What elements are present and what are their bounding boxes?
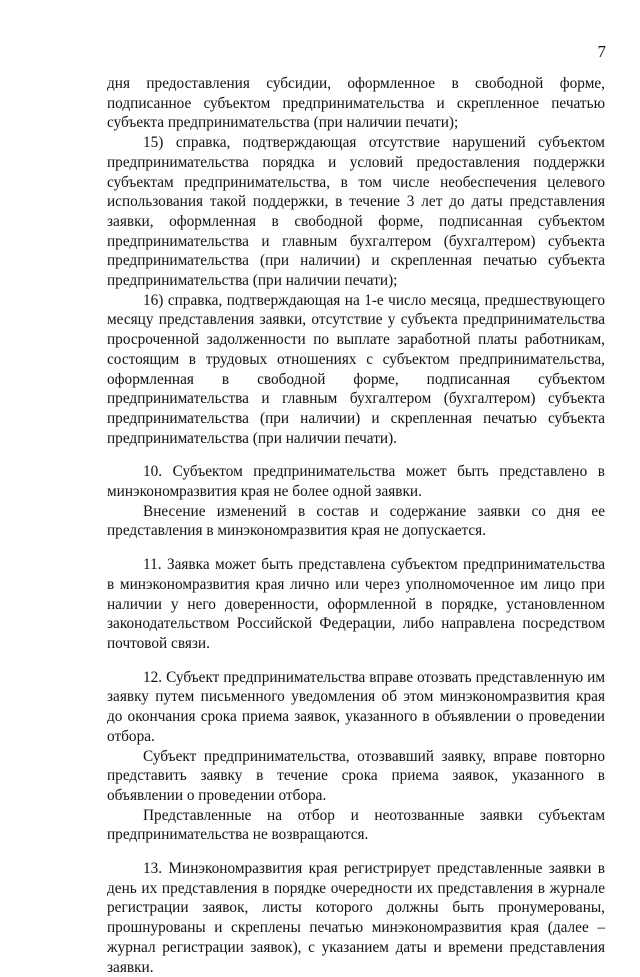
paragraph-clause-12-return: Представленные на отбор и неотозванные заявки субъектам предпринимательства не возвращаются. bbox=[107, 806, 605, 844]
paragraph-clause-10: 10. Субъектом предпринимательства может быть представлено в минэкономразвития края не более одной заявки. bbox=[107, 463, 605, 501]
paragraph-clause-13: 13. Минэкономразвития края регистрирует представленные заявки в день их представления в порядке очередности их представления в журнале регистрации заявок, листы которого должны быть пронумерованы, прошнурованы и скреплены печатью минэкономразвития края (далее – журнал регистрации заявок), с указанием даты и времени представления заявки. bbox=[107, 860, 605, 976]
paragraph-clause-12: 12. Субъект предпринимательства вправе отозвать представленную им заявку путем письменного уведомления об этом минэкономразвития края до окончания срока приема заявок, указанного в объявлении о проведении отбора. bbox=[107, 668, 605, 745]
page-number: 7 bbox=[597, 42, 606, 61]
paragraph-clause-12-resubmit: Субъект предпринимательства, отозвавший заявку, вправе повторно представить заявку в течение срока приема заявок, указанного в объявлении о проведении отбора. bbox=[107, 747, 605, 804]
paragraph-clause-11: 11. Заявка может быть представлена субъектом предпринимательства в минэкономразвития края лично или через уполномоченное им лицо при наличии у него доверенности, оформленной в порядке, установленном законодательством Российской Федерации, либо направлена посредством почтовой связи. bbox=[107, 556, 605, 652]
paragraph-clause-10-note: Внесение изменений в состав и содержание заявки со дня ее представления в минэкономразвития края не допускается. bbox=[107, 502, 605, 540]
paragraph-item-16: 16) справка, подтверждающая на 1-е число месяца, предшествующего месяцу представления заявки, отсутствие у субъекта предпринимательства просроченной задолженности по выплате заработной платы работникам, состоящим в трудовых отношениях с субъектом предпринимательства, оформленная в свободной форме, подписанная субъектом предпринимательства и главным бухгалтером (бухгалтером) субъекта предпринимательства (при наличии) и скрепленная печатью субъекта предпринимательства (при наличии печати). bbox=[107, 291, 605, 447]
paragraph-continuation: дня предоставления субсидии, оформленное в свободной форме, подписанное субъектом предпринимательства и скрепленное печатью субъекта предпринимательства (при наличии печати); bbox=[107, 75, 605, 132]
paragraph-item-15: 15) справка, подтверждающая отсутствие нарушений субъектом предпринимательства порядка и условий предоставления поддержки субъектам предпринимательства, в том числе необеспечения целевого использования такой поддержки, в течение 3 лет до даты представления заявки, оформленная в свободной форме, подписанная субъектом предпринимательства и главным бухгалтером (бухгалтером) субъекта предпринимательства (при наличии) и скрепленная печатью субъекта предпринимательства (при наличии печати); bbox=[107, 134, 605, 290]
document-body bbox=[107, 74, 605, 977]
